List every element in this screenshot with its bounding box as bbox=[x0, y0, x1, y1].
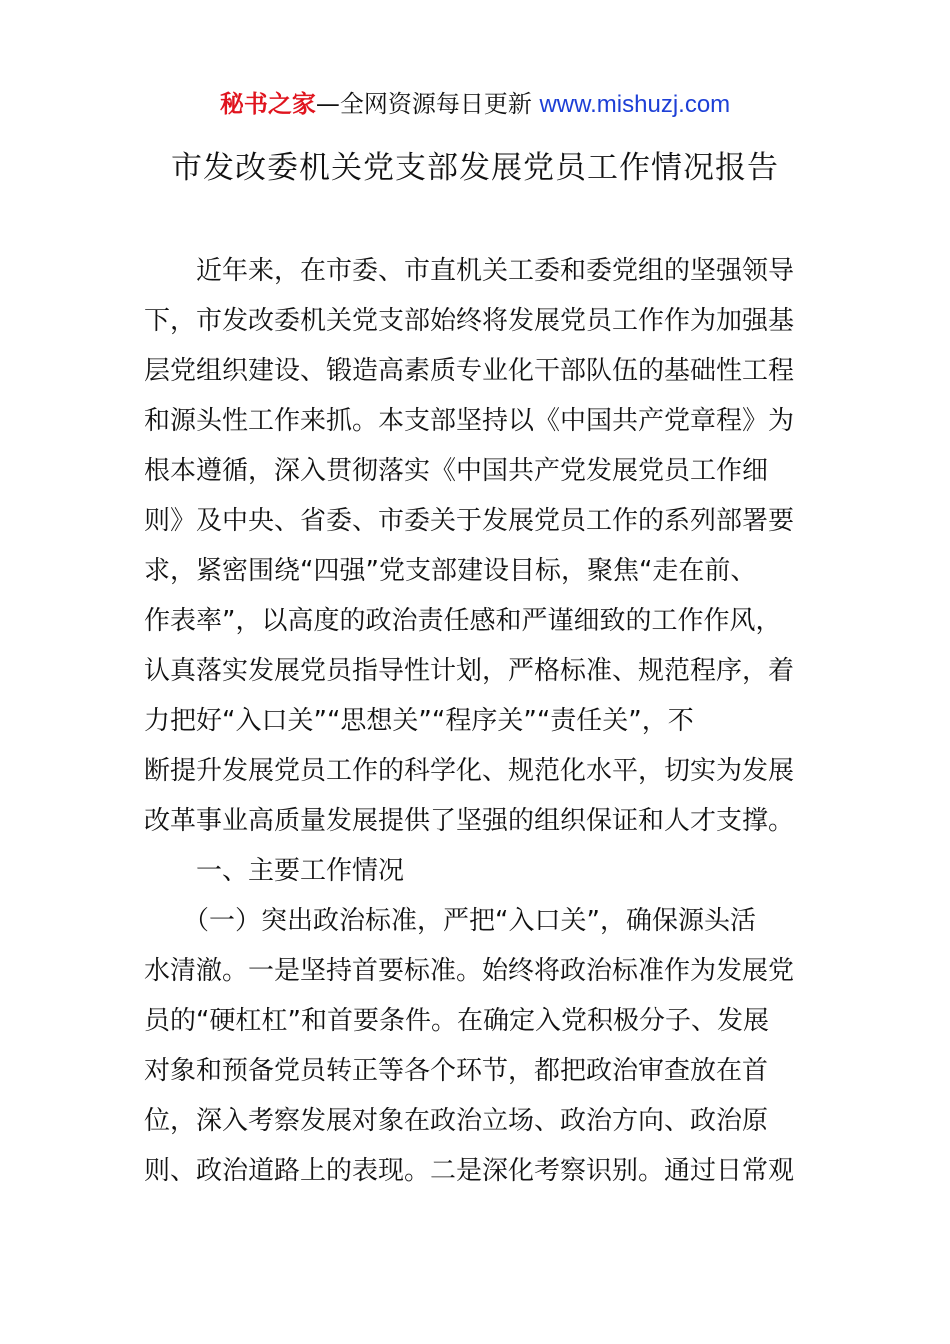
text-line: 下，市发改委机关党支部始终将发展党员工作作为加强基 bbox=[144, 306, 795, 336]
text-line: 对象和预备党员转正等各个环节，都把政治审查放在首 bbox=[144, 1056, 769, 1086]
section-heading: 一、主要工作情况 bbox=[144, 856, 405, 886]
text-line: 层党组织建设、锻造高素质专业化干部队伍的基础性工程 bbox=[144, 356, 795, 386]
text-line: 近年来，在市委、市直机关工委和委党组的坚强领导 bbox=[144, 256, 795, 286]
text-line: 水清澈。一是坚持首要标准。始终将政治标准作为发展党 bbox=[144, 956, 795, 986]
text-line: 位，深入考察发展对象在政治立场、政治方向、政治原 bbox=[144, 1106, 769, 1136]
text-line: 改革事业高质量发展提供了坚强的组织保证和人才支撑。 bbox=[144, 806, 795, 836]
text-line: 则》及中央、省委、市委关于发展党员工作的系列部署要 bbox=[144, 506, 795, 536]
text-line: 求，紧密围绕“四强”党支部建设目标，聚焦“走在前、 bbox=[144, 556, 757, 586]
site-header bbox=[0, 86, 950, 123]
text-line: 根本遵循，深入贯彻落实《中国共产党发展党员工作细 bbox=[144, 456, 769, 486]
text-line: （一）突出政治标准，严把“入口关”，确保源头活 bbox=[144, 906, 756, 936]
text-line: 力把好“入口关”“思想关”“程序关”“责任关”，不 bbox=[144, 706, 694, 736]
text-line: 断提升发展党员工作的科学化、规范化水平，切实为发展 bbox=[144, 756, 795, 786]
document-title: 市发改委机关党支部发展党员工作情况报告 bbox=[171, 150, 779, 186]
text-line: 和源头性工作来抓。本支部坚持以《中国共产党章程》为 bbox=[144, 406, 795, 436]
text-line: 认真落实发展党员指导性计划，严格标准、规范程序，着 bbox=[144, 656, 795, 686]
document-body bbox=[144, 246, 808, 1196]
site-brand: 秘书之家 bbox=[219, 90, 316, 118]
text-line: 作表率”，以高度的政治责任感和严谨细致的工作作风， bbox=[144, 606, 782, 636]
text-line: 员的“硬杠杠”和首要条件。在确定入党积极分子、发展 bbox=[144, 1006, 769, 1036]
site-tagline: —全网资源每日更新 bbox=[315, 90, 540, 118]
site-url-link[interactable]: www.mishuzj.com bbox=[539, 91, 731, 118]
text-line: 则、政治道路上的表现。二是深化考察识别。通过日常观 bbox=[144, 1156, 795, 1186]
